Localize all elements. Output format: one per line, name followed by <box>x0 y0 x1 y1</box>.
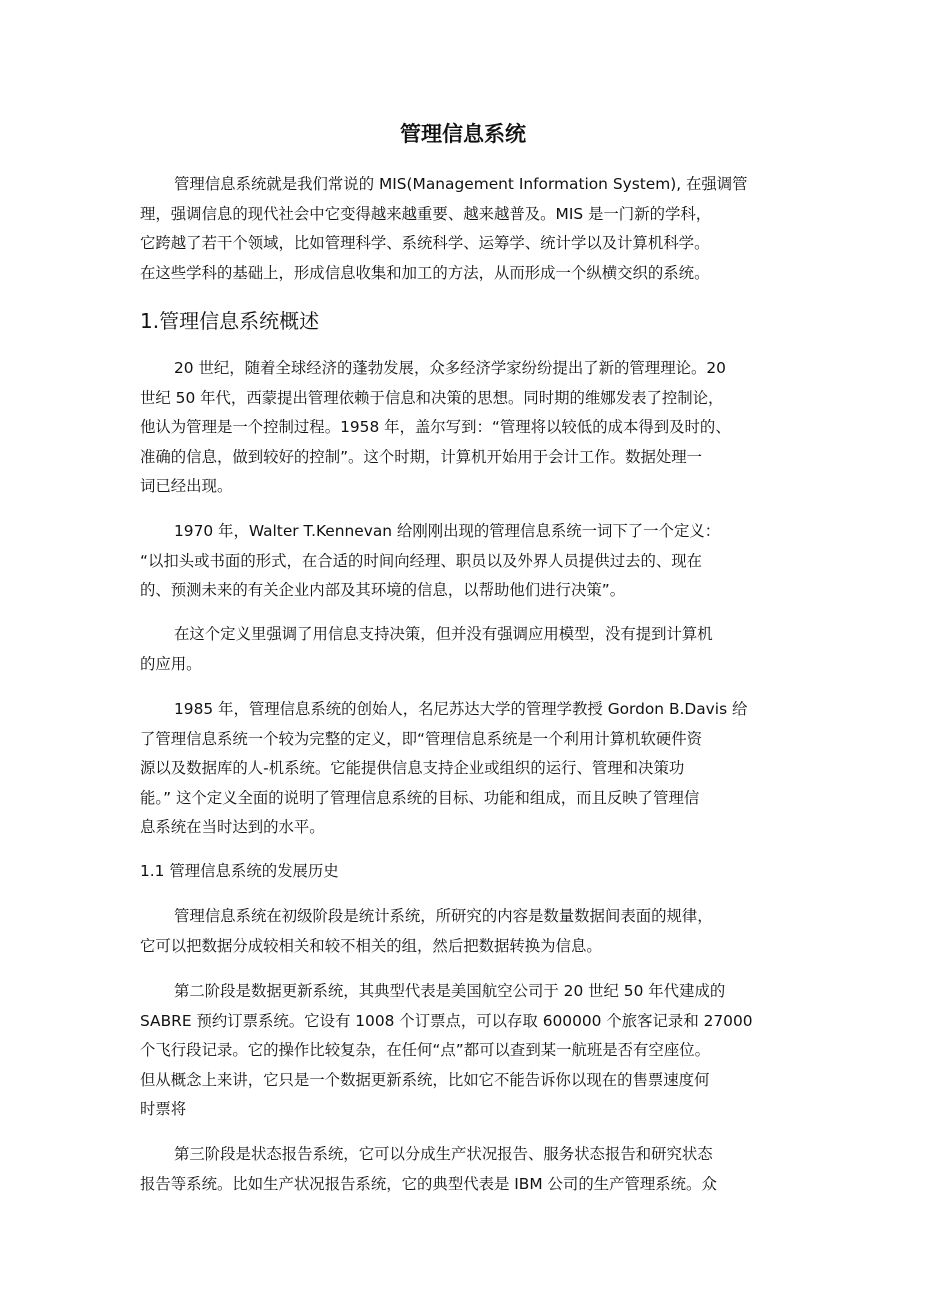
intro-line: 在这些学科的基础上，形成信息收集和加工的方法，从而形成一个纵横交织的系统。 <box>140 263 710 282</box>
paragraph-line: 第三阶段是状态报告系统，它可以分成生产状况报告、服务状态报告和研究状态 <box>174 1145 713 1163</box>
paragraph-line: 时票将 <box>140 1100 187 1118</box>
paragraph-line: 世纪 50 年代，西蒙提出管理依赖于信息和决策的思想。同时期的维娜发表了控制论， <box>140 388 724 407</box>
intro-paragraph <box>140 170 800 288</box>
overview-paragraph-3 <box>140 620 800 679</box>
paragraph-line: 管理信息系统在初级阶段是统计系统，所研究的内容是数量数据间表面的规律， <box>174 907 713 925</box>
section-heading-history: 1.1 管理信息系统的发展历史 <box>140 862 339 880</box>
intro-line: 管理信息系统就是我们常说的 MIS(Management Information System), 在强调管 <box>174 175 748 193</box>
paragraph-line: 准确的信息，做到较好的控制”。这个时期，计算机开始用于会计工作。数据处理一 <box>140 447 703 466</box>
paragraph-line: 的应用。 <box>140 654 202 673</box>
paragraph-line: 他认为管理是一个控制过程。1958 年，盖尔写到：“管理将以较低的成本得到及时的、 <box>140 418 731 436</box>
paragraph-line: “以扣头或书面的形式，在合适的时间向经理、职员以及外界人员提供过去的、现在 <box>140 551 703 570</box>
paragraph-line: 在这个定义里强调了用信息支持决策，但并没有强调应用模型，没有提到计算机 <box>174 625 713 643</box>
paragraph-line: 报告等系统。比如生产状况报告系统，它的典型代表是 IBM 公司的生产管理系统。众 <box>140 1174 717 1193</box>
paragraph-line: 它可以把数据分成较相关和较不相关的组，然后把数据转换为信息。 <box>140 936 602 955</box>
paragraph-line: 能。” 这个定义全面的说明了管理信息系统的目标、功能和组成，而且反映了管理信 <box>140 788 700 807</box>
paragraph-line: 但从概念上来讲，它只是一个数据更新系统，比如它不能告诉你以现在的售票速度何 <box>140 1070 710 1089</box>
paragraph-line: 20 世纪，随着全球经济的蓬勃发展，众多经济学家纷纷提出了新的管理理论。20 <box>174 359 726 377</box>
paragraph-line: 第二阶段是数据更新系统，其典型代表是美国航空公司于 20 世纪 50 年代建成的 <box>174 982 726 1000</box>
document-title: 管理信息系统 <box>400 122 526 146</box>
overview-paragraph-2 <box>140 517 800 606</box>
paragraph-line: 1970 年，Walter T.Kennevan 给刚刚出现的管理信息系统一词下了一个定义： <box>174 522 721 540</box>
paragraph-line: 词已经出现。 <box>140 477 233 495</box>
history-paragraph-3 <box>140 1140 800 1199</box>
intro-line: 理，强调信息的现代社会中它变得越来越重要、越来越普及。MIS 是一门新的学科， <box>140 204 712 223</box>
history-paragraph-2 <box>140 977 800 1125</box>
paragraph-line: 个飞行段记录。它的操作比较复杂，在任何“点”都可以查到某一航班是否有空座位。 <box>140 1041 711 1059</box>
section-heading-overview: 1.管理信息系统概述 <box>140 309 320 333</box>
paragraph-line: 息系统在当时达到的水平。 <box>140 818 325 836</box>
paragraph-line: 了管理信息系统一个较为完整的定义，即“管理信息系统是一个利用计算机软硬件资 <box>140 729 703 748</box>
overview-paragraph-4 <box>140 695 800 843</box>
overview-paragraph-1 <box>140 354 800 502</box>
paragraph-line: 的、预测未来的有关企业内部及其环境的信息，以帮助他们进行决策”。 <box>140 581 626 599</box>
paragraph-line: SABRE 预约订票系统。它设有 1008 个订票点，可以存取 600000 个旅客记录和 27000 <box>140 1011 753 1030</box>
intro-line: 它跨越了若干个领域，比如管理科学、系统科学、运筹学、统计学以及计算机科学。 <box>140 234 710 252</box>
history-paragraph-1 <box>140 902 800 961</box>
paragraph-line: 1985 年，管理信息系统的创始人，名尼苏达大学的管理学教授 Gordon B.Davis 给 <box>174 700 748 718</box>
paragraph-line: 源以及数据库的人-机系统。它能提供信息支持企业或组织的运行、管理和决策功 <box>140 759 685 777</box>
